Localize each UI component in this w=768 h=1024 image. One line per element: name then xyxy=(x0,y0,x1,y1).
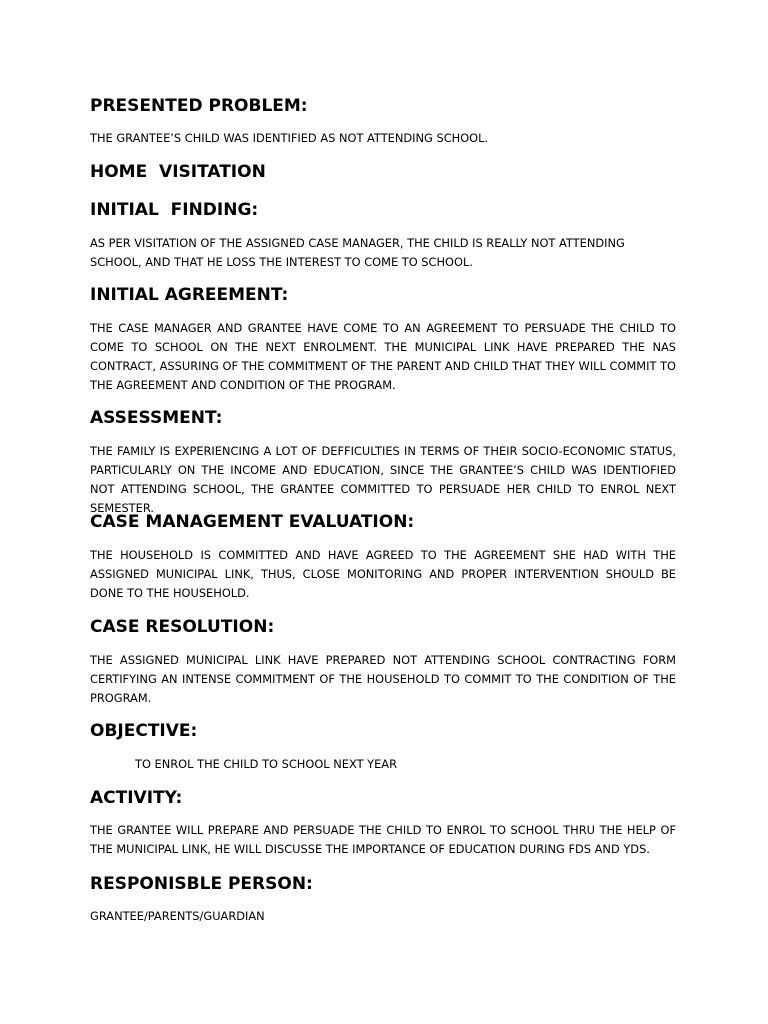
text-objective: TO ENROL THE CHILD TO SCHOOL NEXT YEAR xyxy=(135,757,398,771)
heading-assessment: ASSESSMENT: xyxy=(90,408,223,428)
heading-responsible-person: RESPONISBLE PERSON: xyxy=(90,874,313,894)
text-presented-problem: THE GRANTEE’S CHILD WAS IDENTIFIED AS NOT ATTENDING SCHOOL. xyxy=(90,131,489,145)
text-case-management-evaluation: THE HOUSEHOLD IS COMMITTED AND HAVE AGREED TO THE AGREEMENT SHE HAD WITH THE ASSIGNED MUNICIPAL LINK, THUS, CLOSE MONITORING AND PROPER INTERVENTION SHOULD BE DONE TO THE HOUSEHOLD. xyxy=(90,548,676,600)
heading-presented-problem: PRESENTED PROBLEM: xyxy=(90,96,308,116)
heading-case-management-evaluation: CASE MANAGEMENT EVALUATION: xyxy=(90,512,415,532)
heading-activity: ACTIVITY: xyxy=(90,788,183,808)
text-initial-agreement: THE CASE MANAGER AND GRANTEE HAVE COME TO AN AGREEMENT TO PERSUADE THE CHILD TO COME TO SCHOOL ON THE NEXT ENROLMENT. THE MUNICIPAL LINK HAVE PREPARED THE NAS CONTRACT, ASSURING OF THE COMMITMENT OF THE PARENT AND CHILD THAT THEY WILL COMMIT TO THE AGREEMENT AND CONDITION OF THE PROGRAM. xyxy=(90,321,676,392)
text-activity: THE GRANTEE WILL PREPARE AND PERSUADE THE CHILD TO ENROL TO SCHOOL THRU THE HELP OF THE MUNICIPAL LINK, HE WILL DISCUSSE THE IMPORTANCE OF EDUCATION DURING FDS AND YDS. xyxy=(90,823,676,856)
heading-objective: OBJECTIVE: xyxy=(90,721,198,741)
text-case-resolution: THE ASSIGNED MUNICIPAL LINK HAVE PREPARED NOT ATTENDING SCHOOL CONTRACTING FORM CERTIFYING AN INTENSE COMMITMENT OF THE HOUSEHOLD TO COMMIT TO THE CONDITION OF THE PROGRAM. xyxy=(90,653,676,705)
text-responsible-person: GRANTEE/PARENTS/GUARDIAN xyxy=(90,909,265,923)
heading-initial-agreement: INITIAL AGREEMENT: xyxy=(90,285,289,305)
text-assessment: THE FAMILY IS EXPERIENCING A LOT OF DEFFICULTIES IN TERMS OF THEIR SOCIO-ECONOMIC STATUS, PARTICULARLY ON THE INCOME AND EDUCATION, SINCE THE GRANTEE’S CHILD WAS IDENTIOFIED NOT ATTENDING SCHOOL, THE GRANTEE COMMITTED TO PERSUADE HER CHILD TO ENROL NEXT SEMESTER. xyxy=(90,444,676,515)
text-initial-finding: AS PER VISITATION OF THE ASSIGNED CASE MANAGER, THE CHILD IS REALLY NOT ATTENDING SCHOOL, AND THAT HE LOSS THE INTEREST TO COME TO SCHOOL. xyxy=(90,236,625,269)
heading-case-resolution: CASE RESOLUTION: xyxy=(90,617,275,637)
heading-initial-finding: INITIAL FINDING: xyxy=(90,200,259,220)
heading-home-visitation: HOME VISITATION xyxy=(90,162,266,182)
